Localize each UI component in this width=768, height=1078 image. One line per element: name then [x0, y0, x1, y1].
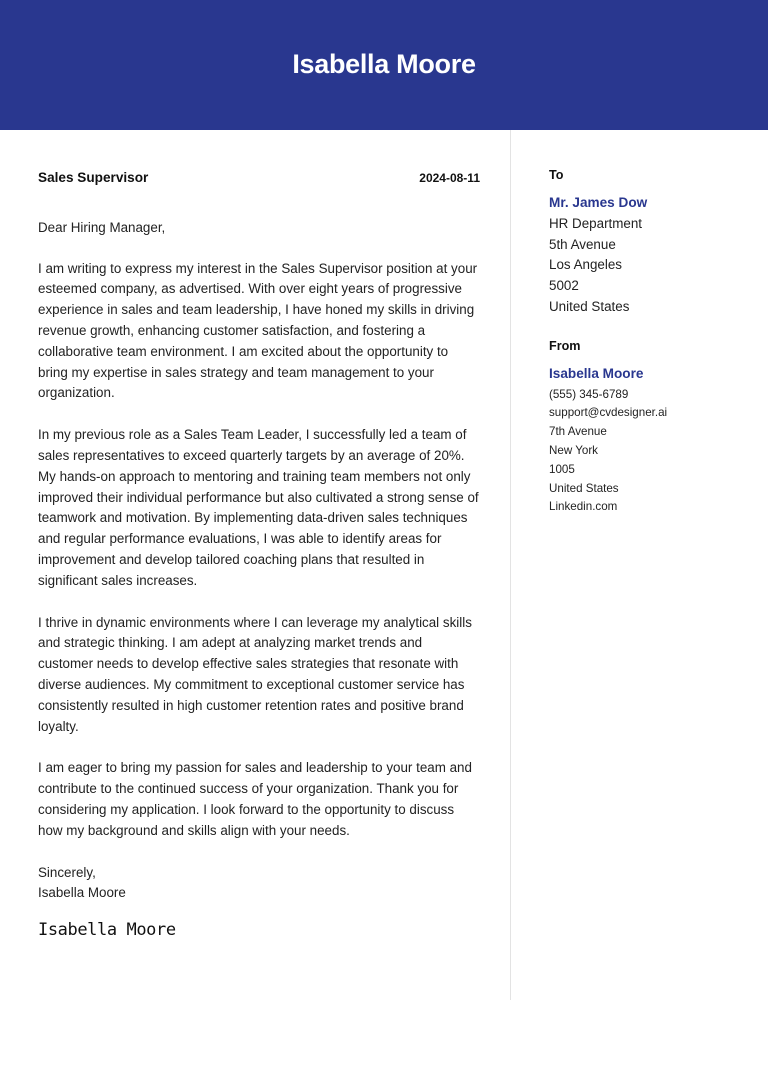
sender-link[interactable]: Linkedin.com — [549, 500, 618, 514]
letter-date: 2024-08-11 — [419, 171, 480, 185]
recipient-zip: 5002 — [549, 278, 579, 294]
sender-zip: 1005 — [549, 462, 575, 476]
header-banner — [0, 0, 768, 130]
paragraph-4: I am eager to bring my passion for sales and leadership to your team and contribute to the continued success of your organization. Thank you for considering my application. I look forward to the opportunity to discuss how my background and skills align with your needs. — [38, 760, 472, 838]
letter-body — [38, 168, 480, 941]
paragraph-2: In my previous role as a Sales Team Leader, I successfully led a team of sales representatives to exceed quarterly targets by an average of 20%. My hands-on approach to mentoring and training team members not only improved their individual performance but also cultivated a strong sense of teamwork and motivation. By implementing data-driven sales techniques and regular performance evaluations, I was able to identify areas for improvement and develop tailored coaching plans that resulted in significant sales increases. — [38, 427, 479, 588]
recipient-city: Los Angeles — [549, 257, 622, 273]
closing-name: Isabella Moore — [38, 885, 126, 901]
sender-street: 7th Avenue — [549, 425, 607, 439]
paragraph-1: I am writing to express my interest in the Sales Supervisor position at your esteemed company, as advertised. With over eight years of progressive experience in sales and team leadership, I have honed my skills in driving revenue growth, enhancing customer satisfaction, and fostering a collaborative team environment. I am excited about the opportunity to bring my expertise in sales strategy and team management to your organization. — [38, 260, 478, 401]
recipient-name: Mr. James Dow — [549, 195, 648, 210]
greeting: Dear Hiring Manager, — [38, 219, 166, 235]
sender-city: New York — [549, 443, 598, 457]
recipient-department: HR Department — [549, 215, 643, 231]
sender-phone: (555) 345-6789 — [549, 387, 629, 401]
to-heading: To — [549, 168, 564, 182]
letter-title-row — [38, 168, 480, 189]
signature: Isabella Moore — [38, 920, 176, 941]
closing: Sincerely, — [38, 864, 96, 880]
sender-country: United States — [549, 481, 619, 495]
recipient-country: United States — [549, 298, 630, 314]
job-title: Sales Supervisor — [38, 170, 149, 185]
paragraph-3: I thrive in dynamic environments where I can leverage my analytical skills and strategic thinking. I am adept at analyzing market trends and customer needs to develop effective sales strategies that resonate with diverse audiences. My commitment to exceptional customer service has consistently resulted in high customer retention rates and positive brand loyalty. — [38, 614, 472, 734]
recipient-street: 5th Avenue — [549, 236, 616, 252]
sender-email[interactable]: support@cvdesigner.ai — [549, 406, 668, 420]
applicant-name: Isabella Moore — [292, 48, 476, 79]
sender-name: Isabella Moore — [549, 365, 644, 381]
sidebar — [549, 168, 754, 517]
column-divider — [510, 130, 511, 1000]
from-heading: From — [549, 338, 581, 353]
